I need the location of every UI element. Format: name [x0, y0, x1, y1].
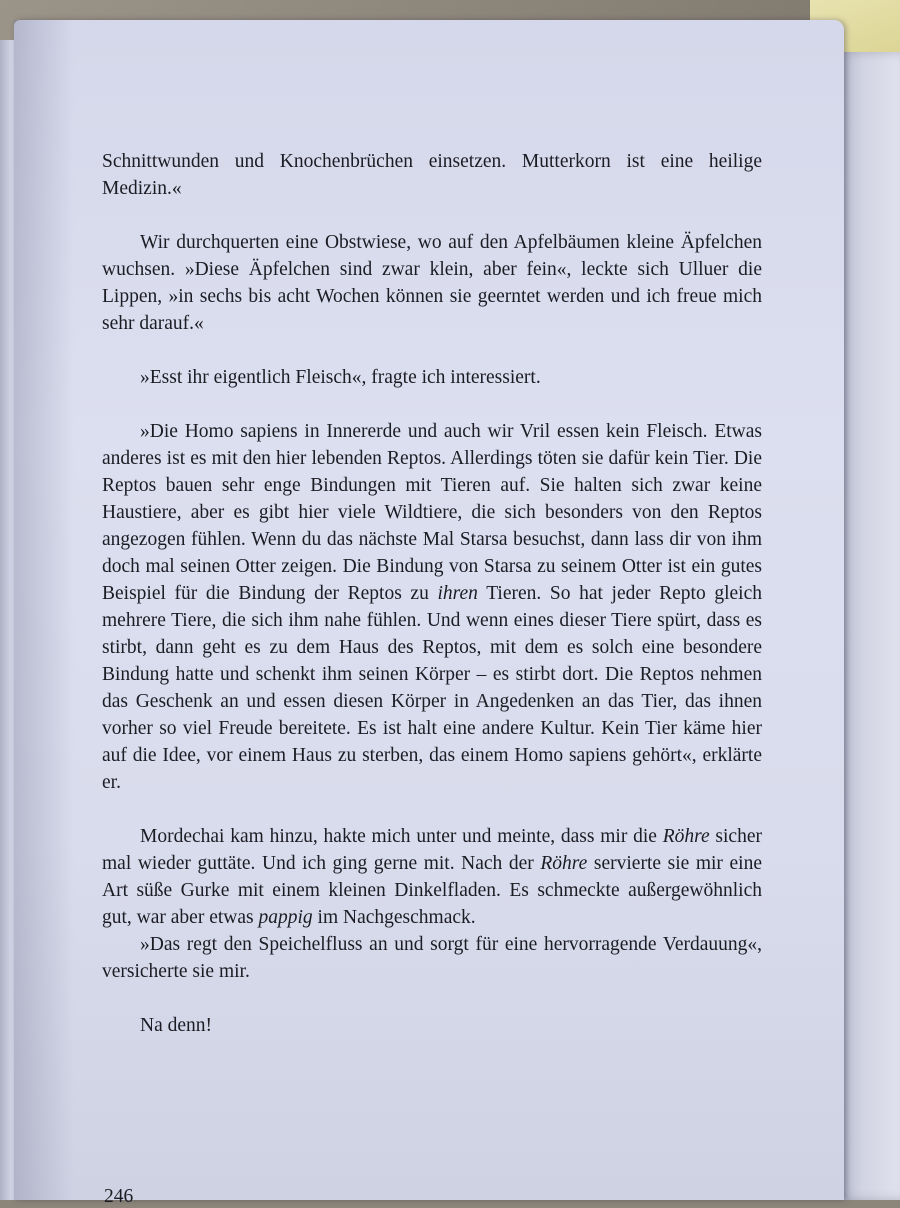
paragraph [102, 148, 762, 202]
body-text [102, 148, 762, 1039]
italic-text: Röhre [540, 853, 588, 874]
italic-text: pappig [258, 907, 313, 928]
paragraph [102, 364, 762, 391]
paragraph [102, 931, 762, 985]
paragraph [102, 229, 762, 337]
text-run: Schnittwunden und Knochenbrüchen einsetzen. Mutterkorn ist eine heilige Medizin.« [102, 151, 762, 199]
paragraph [102, 1012, 762, 1039]
text-run: »Esst ihr eigentlich Fleisch«, fragte ich interessiert. [140, 367, 541, 388]
italic-text: ihren [437, 583, 478, 604]
facing-page-edge [838, 52, 900, 1200]
gutter-shadow [14, 20, 74, 1200]
text-run: sicher mal wieder guttäte. Und ich ging gerne mit. Nach der [102, 826, 762, 874]
page-number: 246 [104, 1186, 134, 1207]
text-run: im Nachgeschmack. [312, 907, 476, 928]
paragraph [102, 418, 762, 796]
text-run: Na denn! [140, 1015, 213, 1036]
text-run: servierte sie mir eine Art süße Gurke mit einem kleinen Dinkelfladen. Es schmeckte außergewöhnlich gut, war aber etwas [102, 853, 762, 928]
italic-text: Röhre [662, 826, 710, 847]
text-run: »Die Homo sapiens in Innererde und auch wir Vril essen kein Fleisch. Etwas anderes ist es mit den hier lebenden Reptos. Allerdings töten sie dafür kein Tier. Die Reptos bauen sehr enge Bindungen mit Tieren auf. Sie halten sich zwar keine Haustiere, aber es gibt hier viele Wildtiere, die sich besonders von den Reptos angezogen fühlen. Wenn du das nächste Mal Starsa besuchst, dann lass dir von ihm doch mal seinen Otter zeigen. Die Bindung von Starsa zu seinem Otter ist ein gutes Beispiel für die Bindung der Reptos zu [102, 421, 762, 604]
paragraph [102, 823, 762, 931]
text-run: Tieren. So hat jeder Repto gleich mehrere Tiere, die sich ihm nahe fühlen. Und wenn eines dieser Tiere spürt, dass es stirbt, dann geht es zu dem Haus des Reptos, mit dem es solch eine besondere Bindung hatte und schenkt ihm seinen Körper – es stirbt dort. Die Reptos nehmen das Geschenk an und essen diesen Körper in Angedenken an das Tier, das ihnen vorher so viel Freude bereitete. Es ist halt eine andere Kultur. Kein Tier käme hier auf die Idee, vor einem Haus zu sterben, das einem Homo sapiens gehört«, erklärte er. [102, 583, 762, 793]
text-run: Wir durchquerten eine Obstwiese, wo auf den Apfelbäumen kleine Äpfelchen wuchsen. »Diese Äpfelchen sind zwar klein, aber fein«, leckte sich Ulluer die Lippen, »in sechs bis acht Wochen können sie geerntet werden und ich freue mich sehr darauf.« [102, 232, 762, 334]
text-run: Mordechai kam hinzu, hakte mich unter und meinte, dass mir die [140, 826, 663, 847]
text-run: »Das regt den Speichelfluss an und sorgt für eine hervorragende Verdauung«, versicherte sie mir. [102, 934, 762, 982]
